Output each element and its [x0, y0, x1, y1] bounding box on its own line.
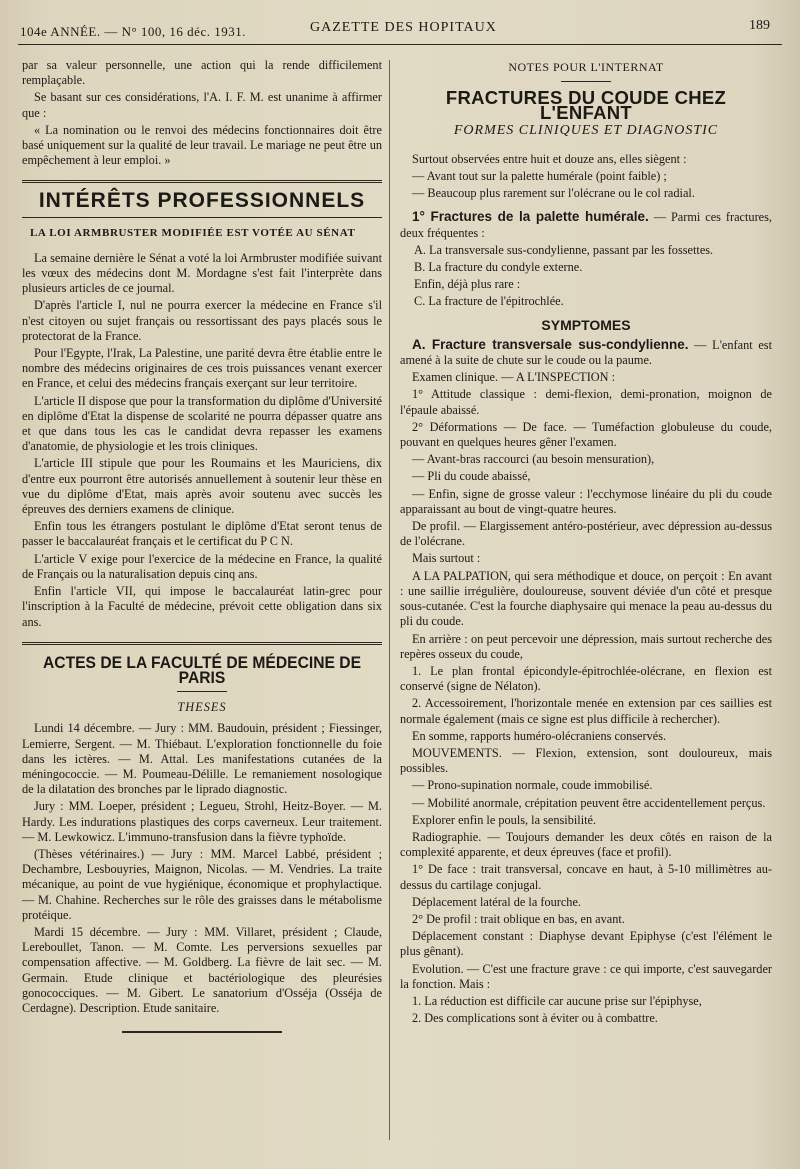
section-1-item: C. La fracture de l'épitrochlée.	[414, 294, 564, 309]
intro-paragraph: Surtout observées entre huit et douze ans, elles siègent :	[412, 151, 687, 166]
symptomes-heading: SYMPTOMES	[541, 316, 631, 333]
notes-heading: NOTES POUR L'INTERNAT	[508, 60, 664, 74]
clinique-line: Déplacement constant : Diaphyse devant Epiphyse (c'est l'élément le plus gênant).	[400, 929, 772, 959]
journal-title: GAZETTE DES HOPITAUX	[310, 20, 497, 35]
clinique-line: — Avant-bras raccourci (au besoin mensuration),	[412, 452, 655, 467]
section-1	[400, 209, 772, 240]
short-rule	[561, 81, 611, 82]
theses-label: THESES	[177, 700, 227, 715]
section-1-item: B. La fracture du condyle externe.	[414, 260, 583, 275]
clinique-line: En arrière : on peut percevoir une dépression, mais surtout recherche des repères osseux du coude,	[400, 631, 772, 661]
law-paragraph: Enfin tous les étrangers postulant le diplôme d'Etat seront tenus de passer le baccalauréat français et le certificat du P C N.	[22, 519, 382, 549]
clinique-line: — Enfin, signe de grosse valeur : l'ecchymose linéaire du pli du coude apparaissant au bout de vingt-quatre heures.	[400, 486, 772, 516]
clinique-line: Evolution. — C'est une fracture grave : ce qui importe, c'est sauvegarder la fonction. Mais :	[400, 961, 772, 991]
clinique-line: — Pli du coude abaissé,	[412, 469, 531, 484]
law-paragraph: La semaine dernière le Sénat a voté la loi Armbruster modifiée suivant les vœux des médecins dont M. Mordagne s'est fait l'interprète dans plusieurs articles de ce journal.	[22, 250, 382, 296]
clinique-line: En somme, rapports huméro-olécraniens conservés.	[412, 728, 667, 743]
intro-quote: « La nomination ou le renvoi des médecins fonctionnaires doit être basé uniquement sur la qualité de leur travail. Le mariage ne peut être un empêchement à leur emploi. »	[22, 122, 382, 168]
clinique-line: Déplacement latéral de la fourche.	[412, 894, 581, 909]
left-column	[22, 58, 382, 1037]
section-1-item: Enfin, déjà plus rare :	[414, 277, 521, 292]
end-ornament	[22, 1022, 382, 1037]
law-paragraph: L'article V exige pour l'exercice de la médecine en France, la qualité de Français ou la naturalisation depuis cinq ans.	[22, 551, 382, 581]
intro-item: — Beaucoup plus rarement sur l'olécrane ou le col radial.	[412, 186, 695, 201]
law-paragraph: D'après l'article I, nul ne pourra exercer la médecine en France s'il n'est citoyen ou sujet français ou ressortissant des pays placés sous le protectorat de la France.	[22, 298, 382, 343]
clinique-line: 2. Des complications sont à éviter ou à combattre.	[412, 1011, 658, 1026]
section-rule	[22, 180, 382, 183]
clinique-line: 2° De profil : trait oblique en bas, en avant.	[412, 911, 625, 926]
article-subtitle: FORMES CLINIQUES ET DIAGNOSTIC	[453, 122, 719, 138]
fracture-a	[400, 337, 772, 368]
section-1-item: A. La transversale sus-condylienne, passant par les fossettes.	[414, 242, 714, 257]
section-1-title: 1° Fractures de la palette humérale.	[412, 209, 649, 225]
page-number: 189	[749, 18, 770, 33]
section-title-interets: INTÉRÊTS PROFESSIONNELS	[38, 189, 366, 213]
intro-item: — Avant tout sur la palette humérale (point faible) ;	[412, 169, 667, 184]
theses-paragraph: (Thèses vétérinaires.) — Jury : MM. Marcel Labbé, président ; Dechambre, Lesbouyries, Maignon, Nicolas. — M. Vendries. La traite mécanique, au point de vue hygiénique, économique et prophylactique. — M. Chahine. Recherches sur le rôle des graisses dans le métabolisme protéique.	[22, 846, 382, 922]
section-rule	[22, 217, 382, 218]
clinique-line: Examen clinique. — A L'INSPECTION :	[412, 370, 616, 385]
clinique-line: — Prono-supination normale, coude immobilisé.	[412, 778, 653, 793]
theses-paragraph: Mardi 15 décembre. — Jury : MM. Villaret, président ; Claude, Lereboullet, Tanon. — M. Comte. Les perversions sexuelles par compensation affective. — M. Goldberg. La fièvre de lait sec. — M. Germain. Etude clinique et bactériologique des pleurésies gonococciques. — M. Gibert. Le sanatorium d'Osséja (Osséja de Cerdagne). Description. Etude sanitaire.	[22, 924, 382, 1015]
clinique-line: 1° Attitude classique : demi-flexion, demi-pronation, moignon de l'épaule abaissé.	[400, 387, 772, 417]
clinique-line: 1. Le plan frontal épicondyle-épitrochlée-olécrane, en flexion est conservé (signe de Nélaton).	[400, 663, 772, 694]
clinique-line: De profil. — Elargissement antéro-postérieur, avec dépression au-dessus de l'olécrane.	[400, 519, 772, 549]
section-title-actes: ACTES DE LA FACULTÉ DE MÉDECINE DE PARIS	[42, 652, 362, 687]
page-header	[20, 18, 780, 40]
issue-info: 104e ANNÉE. — N° 100, 16 déc. 1931.	[20, 24, 246, 39]
clinique-line: 1° De face : trait transversal, concave en haut, à 5-10 millimètres au-dessus du cartilage conjugal.	[400, 862, 772, 892]
clinique-line: MOUVEMENTS. — Flexion, extension, sont douloureux, mais possibles.	[400, 745, 772, 776]
intro-paragraph: par sa valeur personnelle, une action qui la rende difficilement remplaçable.	[22, 58, 382, 88]
clinique-line: Mais surtout :	[412, 551, 481, 566]
clinique-line: 2° Déformations — De face. — Tuméfaction globuleuse du coude, pouvant en quelques heures gêner l'examen.	[400, 419, 772, 450]
header-rule	[18, 44, 782, 45]
article-title: FRACTURES DU COUDE CHEZ L'ENFANT	[445, 87, 727, 124]
section-rule	[22, 642, 382, 645]
section-1-tail: — Parmi ces fractures, deux fréquentes :	[400, 210, 772, 240]
right-column	[400, 58, 772, 1028]
clinique-line: Explorer enfin le pouls, la sensibilité.	[412, 812, 597, 827]
column-divider	[389, 60, 390, 1140]
law-paragraph: L'article II dispose que pour la transformation du diplôme d'Université en diplôme d'Etat la dispense de scolarité ne pourra dépasser quatre ans et que dans tous les cas le candidat devra repasser les examens d'anatomie, de physiologie et les trois cliniques.	[22, 393, 382, 454]
law-paragraph: Enfin l'article VII, qui impose le baccalauréat latin-grec pour l'inscription à la Faculté de médecine, prévoit cette obligation dans six ans.	[22, 584, 382, 629]
clinique-line: 2. Accessoirement, l'horizontale menée en extension par ces saillies est normale également (mais ce signe est plus difficile à rechercher).	[400, 696, 772, 726]
clinique-line: A LA PALPATION, qui sera méthodique et douce, on perçoit : En avant : une saillie irrégulière, douloureuse, souvent déviée d'un côté et presque sous-cutanée. C'est la fourche diaphysaire qui menace la peau au-dessus du pli du coude.	[400, 568, 772, 629]
short-rule	[177, 691, 227, 692]
law-paragraph: L'article III stipule que pour les Roumains et les Mauriciens, dix d'entre eux pourront être autorisés annuellement à soutenir leur thèse en vue du diplôme d'Etat, mais après avoir soutenu avec succès les épreuves des derniers examens de clinique.	[22, 456, 382, 517]
clinique-line: Radiographie. — Toujours demander les deux côtés en raison de la complexité apparente, et deux épreuves (face et profil).	[400, 829, 772, 860]
intro-paragraph: Se basant sur ces considérations, l'A. I. F. M. est unanime à affirmer que :	[22, 90, 382, 120]
fracture-a-title: A. Fracture transversale sus-condylienne.	[412, 336, 689, 352]
clinique-line: 1. La réduction est difficile car aucune prise sur l'épiphyse,	[412, 993, 702, 1008]
law-paragraph: Pour l'Egypte, l'Irak, La Palestine, une parité devra être établie entre le nombre des médecins originaires de ces trois puissances venant exercer en France, et celui des médecins français exerçant sur leur territoire.	[22, 346, 382, 391]
fracture-a-tail: — L'enfant est amené à la suite de chute sur le coude ou la paume.	[400, 337, 772, 368]
clinique-line: — Mobilité anormale, crépitation peuvent être accidentellement perçus.	[412, 795, 766, 810]
theses-paragraph: Jury : MM. Loeper, président ; Legueu, Strohl, Heitz-Boyer. — M. Hardy. Les indurations plastiques des corps caverneux. Leur traitement. — M. Lewkowicz. L'immuno-transfusion dans la fièvre typhoïde.	[22, 799, 382, 844]
theses-paragraph: Lundi 14 décembre. — Jury : MM. Baudouin, président ; Fiessinger, Lemierre, Sergent. — M. Thiébaut. L'exploration fonctionnelle du foie dans les ictères. — M. Attal. Les manifestations cutanées de la méningococcie. — M. Poumeau-Délille. Le remaniement nosologique de la dilatation des bronches par le liprado diagnostic.	[22, 721, 382, 797]
law-heading: LA LOI ARMBRUSTER MODIFIÉE EST VOTÉE AU SÉNAT	[30, 226, 356, 239]
